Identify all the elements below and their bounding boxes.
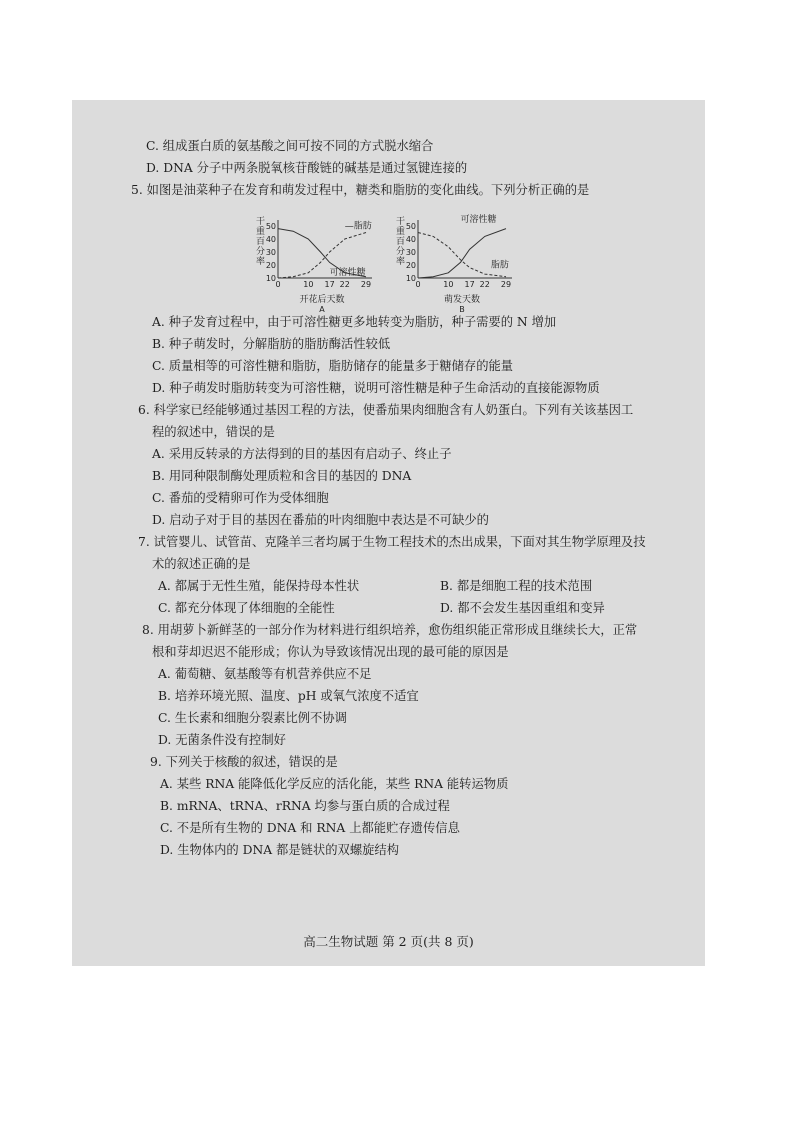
text-line: 术的叙述正确的是 xyxy=(152,557,251,571)
y-axis-label-char: 分 xyxy=(396,247,406,257)
x-tick-label: 17 xyxy=(464,280,475,289)
text-line: B. 用同种限制酶处理质粒和含目的基因的 DNA xyxy=(152,469,412,483)
y-axis-label-char: 干 xyxy=(256,217,266,227)
y-axis-label-char: 重 xyxy=(396,227,406,237)
text-line: B. 培养环境光照、温度、pH 或氧气浓度不适宜 xyxy=(158,689,419,703)
text-line: A. 葡萄糖、氨基酸等有机营养供应不足 xyxy=(158,667,372,681)
y-tick-label: 40 xyxy=(265,235,276,244)
text-line: 根和芽却迟迟不能形成；你认为导致该情况出现的最可能的原因是 xyxy=(152,645,509,659)
series-label-fat: —脂肪 xyxy=(344,221,372,232)
y-tick-label: 30 xyxy=(405,248,416,257)
exam-page xyxy=(72,100,705,966)
y-tick-label: 40 xyxy=(405,235,416,244)
text-line: C. 不是所有生物的 DNA 和 RNA 上都能贮存遗传信息 xyxy=(160,821,460,835)
chart-a-seed-development xyxy=(252,214,392,314)
text-line: 9. 下列关于核酸的叙述，错误的是 xyxy=(150,755,338,769)
x-tick-label: 0 xyxy=(415,280,421,289)
y-tick-label: 50 xyxy=(265,222,276,231)
y-tick-label: 10 xyxy=(405,274,416,283)
text-line: D. 无菌条件没有控制好 xyxy=(158,733,286,747)
x-tick-label: 17 xyxy=(324,280,335,289)
text-line: C. 生长素和细胞分裂素比例不协调 xyxy=(158,711,347,725)
x-axis-label: 开花后天数 xyxy=(299,295,345,305)
y-tick-label: 30 xyxy=(265,248,276,257)
text-line: C. 都充分体现了体细胞的全能性 xyxy=(158,601,335,615)
y-tick-label: 10 xyxy=(265,274,276,283)
text-line: 8. 用胡萝卜新鲜茎的一部分作为材料进行组织培养，愈伤组织能正常形成且继续长大，正常 xyxy=(142,623,638,637)
y-axis-label-char: 重 xyxy=(256,227,266,237)
x-tick-label: 0 xyxy=(275,280,281,289)
y-axis-label-char: 率 xyxy=(256,257,266,267)
text-line: C. 质量相等的可溶性糖和脂肪，脂肪储存的能量多于糖储存的能量 xyxy=(152,359,514,373)
chart-b-seed-germination xyxy=(392,214,542,314)
y-axis-label-char: 率 xyxy=(396,257,406,267)
x-tick-label: 10 xyxy=(443,280,454,289)
panel-label: A xyxy=(319,305,325,314)
text-line: 5. 如图是油菜种子在发育和萌发过程中，糖类和脂肪的变化曲线。下列分析正确的是 xyxy=(131,183,590,197)
text-line: D. DNA 分子中两条脱氧核苷酸链的碱基是通过氢键连接的 xyxy=(146,161,468,175)
text-line: A. 都属于无性生殖，能保持母本性状 xyxy=(158,579,360,593)
text-line: A. 采用反转录的方法得到的目的基因有启动子、终止子 xyxy=(152,447,452,461)
x-tick-label: 22 xyxy=(339,280,350,289)
text-line: 7. 试管婴儿、试管苗、克隆羊三者均属于生物工程技术的杰出成果，下面对其生物学原理及技 xyxy=(138,535,646,549)
y-axis-label-char: 百 xyxy=(396,237,406,247)
text-line: C. 组成蛋白质的氨基酸之间可按不同的方式脱水缩合 xyxy=(146,139,434,153)
x-tick-label: 29 xyxy=(360,280,372,289)
text-line: B. 都是细胞工程的技术范围 xyxy=(440,579,593,593)
x-axis-label: 萌发天数 xyxy=(443,295,481,305)
text-line: A. 某些 RNA 能降低化学反应的活化能，某些 RNA 能转运物质 xyxy=(160,777,509,791)
series-label-sugar: 可溶性糖 xyxy=(329,268,366,278)
text-line: D. 生物体内的 DNA 都是链状的双螺旋结构 xyxy=(160,843,400,857)
x-tick-label: 22 xyxy=(479,280,490,289)
y-tick-label: 20 xyxy=(405,261,416,270)
y-axis-label-char: 分 xyxy=(256,247,266,257)
text-line: D. 启动子对于目的基因在番茄的叶肉细胞中表达是不可缺少的 xyxy=(152,513,489,527)
series-label-fat: 脂肪 xyxy=(490,260,509,271)
text-line: B. 种子萌发时，分解脂肪的脂肪酶活性较低 xyxy=(152,337,391,351)
series-label-sugar: 可溶性糖 xyxy=(460,215,497,225)
panel-label: B xyxy=(459,305,465,314)
y-axis-label-char: 干 xyxy=(396,217,406,227)
y-axis-label-char: 百 xyxy=(256,237,266,247)
text-line: C. 番茄的受精卵可作为受体细胞 xyxy=(152,491,329,505)
text-line: 程的叙述中，错误的是 xyxy=(152,425,275,439)
y-tick-label: 50 xyxy=(405,222,416,231)
text-line: D. 都不会发生基因重组和变异 xyxy=(440,601,605,615)
text-line: A. 种子发育过程中，由于可溶性糖更多地转变为脂肪，种子需要的 N 增加 xyxy=(152,315,557,329)
x-tick-label: 10 xyxy=(303,280,314,289)
text-line: B. mRNA、tRNA、rRNA 均参与蛋白质的合成过程 xyxy=(160,799,450,813)
page-footer: 高二生物试题 第 2 页(共 8 页) xyxy=(303,934,474,949)
text-line: D. 种子萌发时脂肪转变为可溶性糖，说明可溶性糖是种子生命活动的直接能源物质 xyxy=(152,381,600,395)
y-tick-label: 20 xyxy=(265,261,276,270)
text-line: 6. 科学家已经能够通过基因工程的方法，使番茄果肉细胞含有人奶蛋白。下列有关该基因工 xyxy=(138,403,634,417)
x-tick-label: 29 xyxy=(500,280,512,289)
